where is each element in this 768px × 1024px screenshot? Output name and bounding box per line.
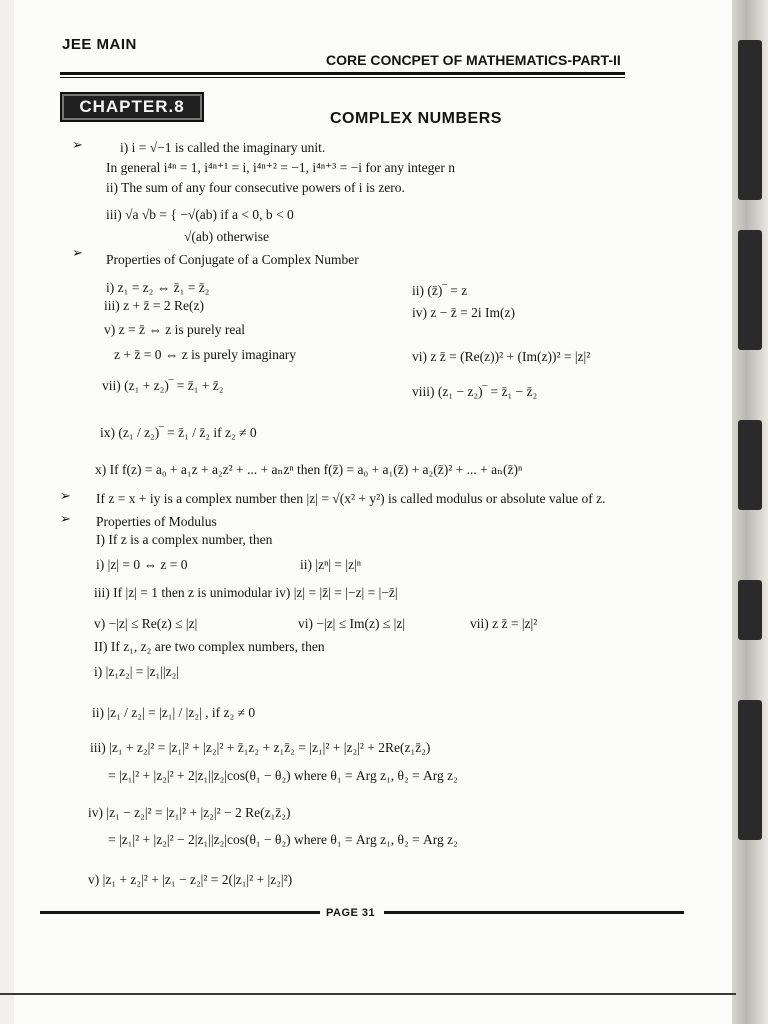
text-line: = |z₁|² + |z₂|² − 2|z₁||z₂|cos(θ₁ − θ₂) where θ₁ = Arg z₁, θ₂ = Arg z₂	[108, 832, 458, 847]
text-line: ii) The sum of any four consecutive powers of i is zero.	[106, 180, 405, 195]
header-rule	[60, 72, 625, 75]
text-line: x) If f(z) = a₀ + a₁z + a₂z² + ... + aₙzⁿ then f(z̄) = a₀ + a₁(z̄) + a₂(z̄)² + ... + aₙ(z̄)ⁿ	[95, 462, 523, 477]
text-line: √(ab) otherwise	[184, 229, 270, 244]
text-line: ix) (z₁ / z₂)‾ = z̄₁ / z̄₂ if z₂ ≠ 0	[100, 425, 257, 440]
text-line: viii) (z₁ − z₂)‾ = z̄₁ − z̄₂	[412, 384, 538, 399]
footer-rule-left	[40, 911, 320, 914]
text-line: iii) If |z| = 1 then z is unimodular iv) |z| = |z̄| = |−z| = |−z̄|	[94, 585, 398, 600]
text-line: iv) z − z̄ = 2i Im(z)	[412, 305, 515, 320]
arrow-bullet-icon: ➢	[60, 512, 71, 527]
exam-header: JEE MAIN	[62, 36, 137, 53]
text-line: iii) √a √b = { −√(ab) if a < 0, b < 0	[106, 207, 294, 222]
chapter-badge: CHAPTER.8	[60, 92, 204, 122]
book-spine	[732, 0, 768, 1024]
text-line: Properties of Conjugate of a Complex Number	[106, 252, 359, 267]
header-rule-thin	[60, 77, 625, 78]
text-line: iii) z + z̄ = 2 Re(z)	[104, 298, 204, 313]
text-line: = |z₁|² + |z₂|² + 2|z₁||z₂|cos(θ₁ − θ₂) where θ₁ = Arg z₁, θ₂ = Arg z₂	[108, 768, 458, 783]
text-line: vii) (z₁ + z₂)‾ = z̄₁ + z̄₂	[102, 378, 224, 393]
arrow-bullet-icon: ➢	[72, 138, 83, 153]
text-line: vi) −|z| ≤ Im(z) ≤ |z|	[298, 616, 406, 631]
text-line: i) z₁ = z₂ ⇔ z̄₁ = z̄₂	[106, 280, 210, 295]
text-line: iv) |z₁ − z₂|² = |z₁|² + |z₂|² − 2 Re(z₁z̄₂)	[88, 805, 291, 820]
text-line: ii) |z₁ / z₂| = |z₁| / |z₂| , if z₂ ≠ 0	[92, 705, 256, 720]
arrow-bullet-icon: ➢	[72, 246, 83, 261]
text-line: Properties of Modulus	[96, 514, 217, 529]
text-line: v) −|z| ≤ Re(z) ≤ |z|	[94, 616, 198, 631]
arrow-bullet-icon: ➢	[60, 489, 71, 504]
chapter-title: COMPLEX NUMBERS	[330, 110, 502, 127]
text-line: If z = x + iy is a complex number then |z| = √(x² + y²) is called modulus or absolute value of z.	[96, 491, 606, 506]
text-line: In general i⁴ⁿ = 1, i⁴ⁿ⁺¹ = i, i⁴ⁿ⁺² = −1, i⁴ⁿ⁺³ = −i for any integer n	[106, 160, 455, 175]
book-title-header: CORE CONCPET OF MATHEMATICS-PART-II	[326, 52, 621, 68]
text-line: i) |z| = 0 ⇔ z = 0	[96, 557, 188, 572]
footer-rule-right	[384, 911, 684, 914]
text-line: v) |z₁ + z₂|² + |z₁ − z₂|² = 2(|z₁|² + |z₂|²)	[88, 872, 293, 887]
text-line: ii) (z̄)‾ = z	[412, 283, 468, 298]
text-line: I) If z is a complex number, then	[96, 532, 273, 547]
text-line: II) If z₁, z₂ are two complex numbers, then	[94, 639, 325, 654]
page-number: PAGE 31	[326, 907, 376, 919]
text-line: i) i = √−1 is called the imaginary unit.	[120, 140, 326, 155]
text-line: v) z = z̄ ⇔ z is purely real	[104, 322, 246, 337]
text-line: vi) z z̄ = (Re(z))² + (Im(z))² = |z|²	[412, 349, 591, 364]
text-line: i) |z₁z₂| = |z₁||z₂|	[94, 664, 179, 679]
text-line: z + z̄ = 0 ⇔ z is purely imaginary	[114, 347, 297, 362]
text-line: vii) z z̄ = |z|²	[470, 616, 538, 631]
page-bottom-edge	[0, 993, 736, 995]
text-line: ii) |zⁿ| = |z|ⁿ	[300, 557, 362, 572]
text-line: iii) |z₁ + z₂|² = |z₁|² + |z₂|² + z̄₁z₂ + z₁z̄₂ = |z₁|² + |z₂|² + 2Re(z₁z̄₂)	[90, 740, 431, 755]
